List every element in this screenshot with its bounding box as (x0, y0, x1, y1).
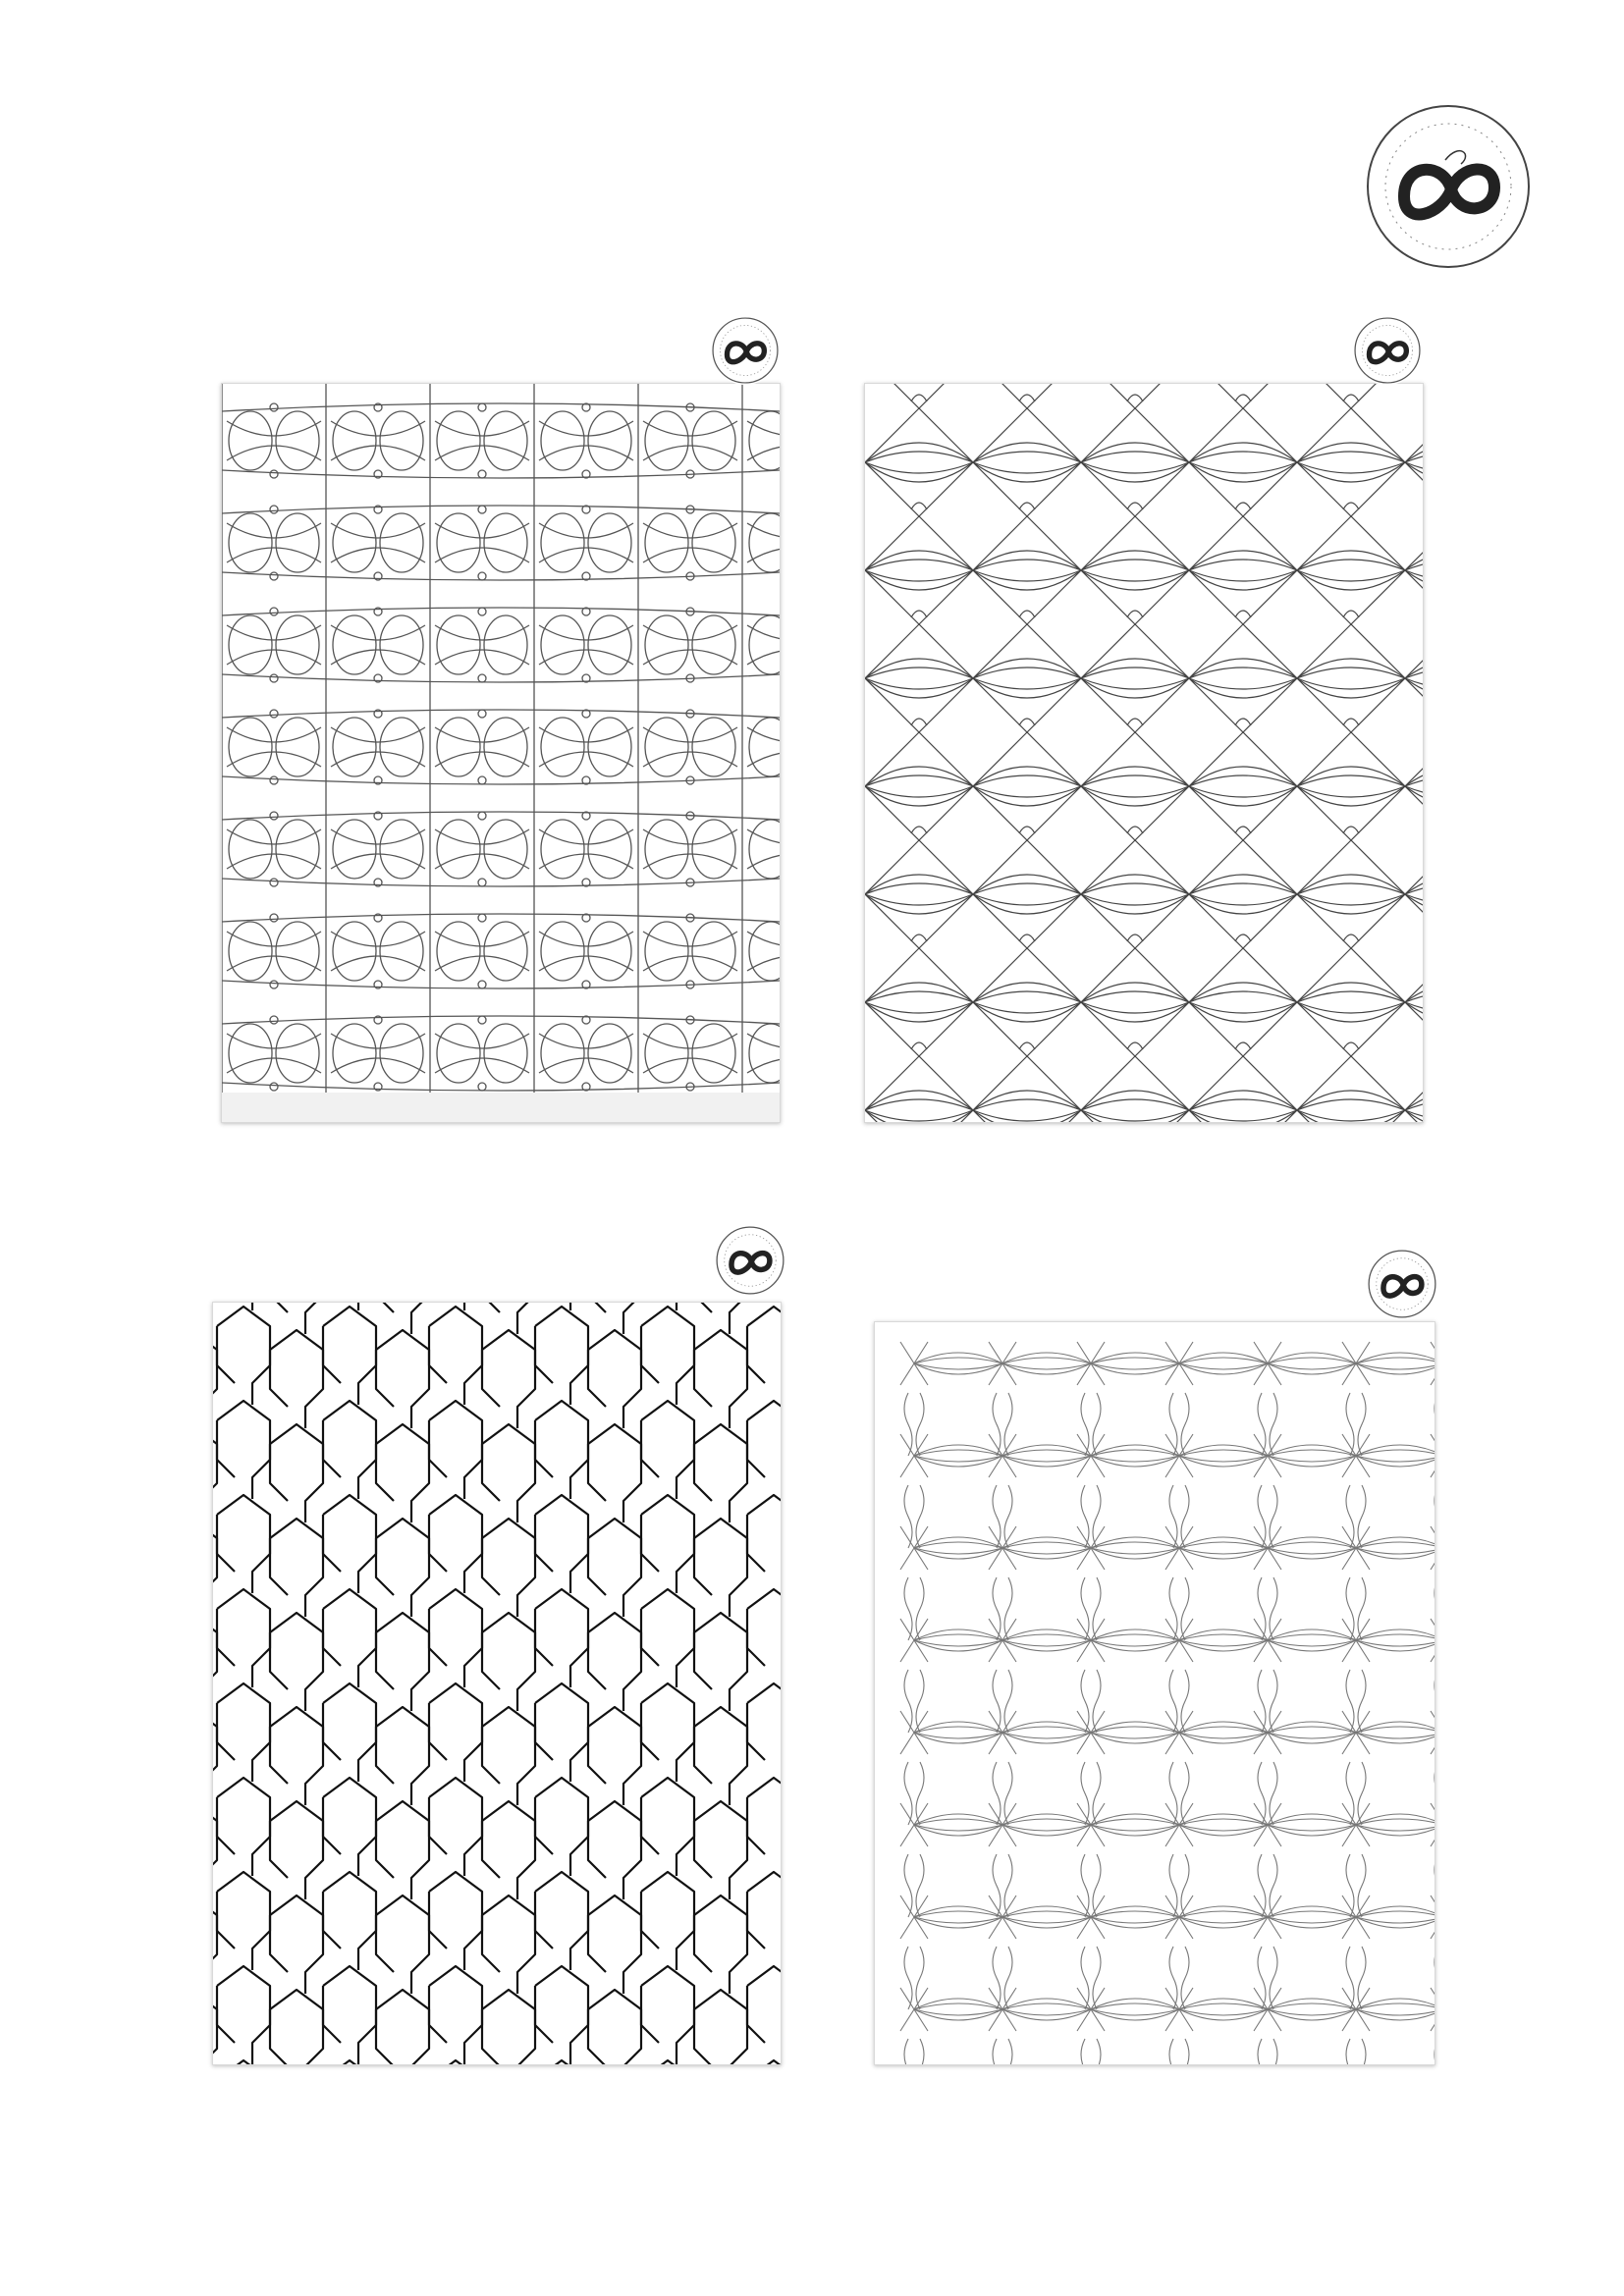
infinity-seal-icon (715, 1225, 785, 1296)
infinity-seal-logo (1365, 103, 1532, 270)
pattern-quatrefoil-arc-grid (900, 1342, 1435, 2064)
panel-logo-bottom-left (715, 1225, 785, 1296)
infinity-seal-icon (1353, 316, 1422, 385)
pattern-panel-bottom-left (212, 1302, 782, 2065)
pattern-panel-top-right (864, 383, 1424, 1123)
pattern-bent-hexagon-tiling (213, 1303, 781, 2064)
pattern-panel-top-left (221, 383, 781, 1123)
panel-logo-bottom-right (1367, 1249, 1437, 1319)
pattern-wave-lattice (865, 384, 1423, 1122)
pattern-interlaced-ribbon-grid (222, 384, 780, 1122)
infinity-seal-icon (711, 316, 780, 385)
pattern-panel-bottom-right (874, 1321, 1435, 2065)
infinity-seal-icon (1365, 103, 1532, 270)
panel-logo-top-left (711, 316, 780, 385)
panel-logo-top-right (1353, 316, 1422, 385)
infinity-seal-icon (1367, 1249, 1437, 1319)
